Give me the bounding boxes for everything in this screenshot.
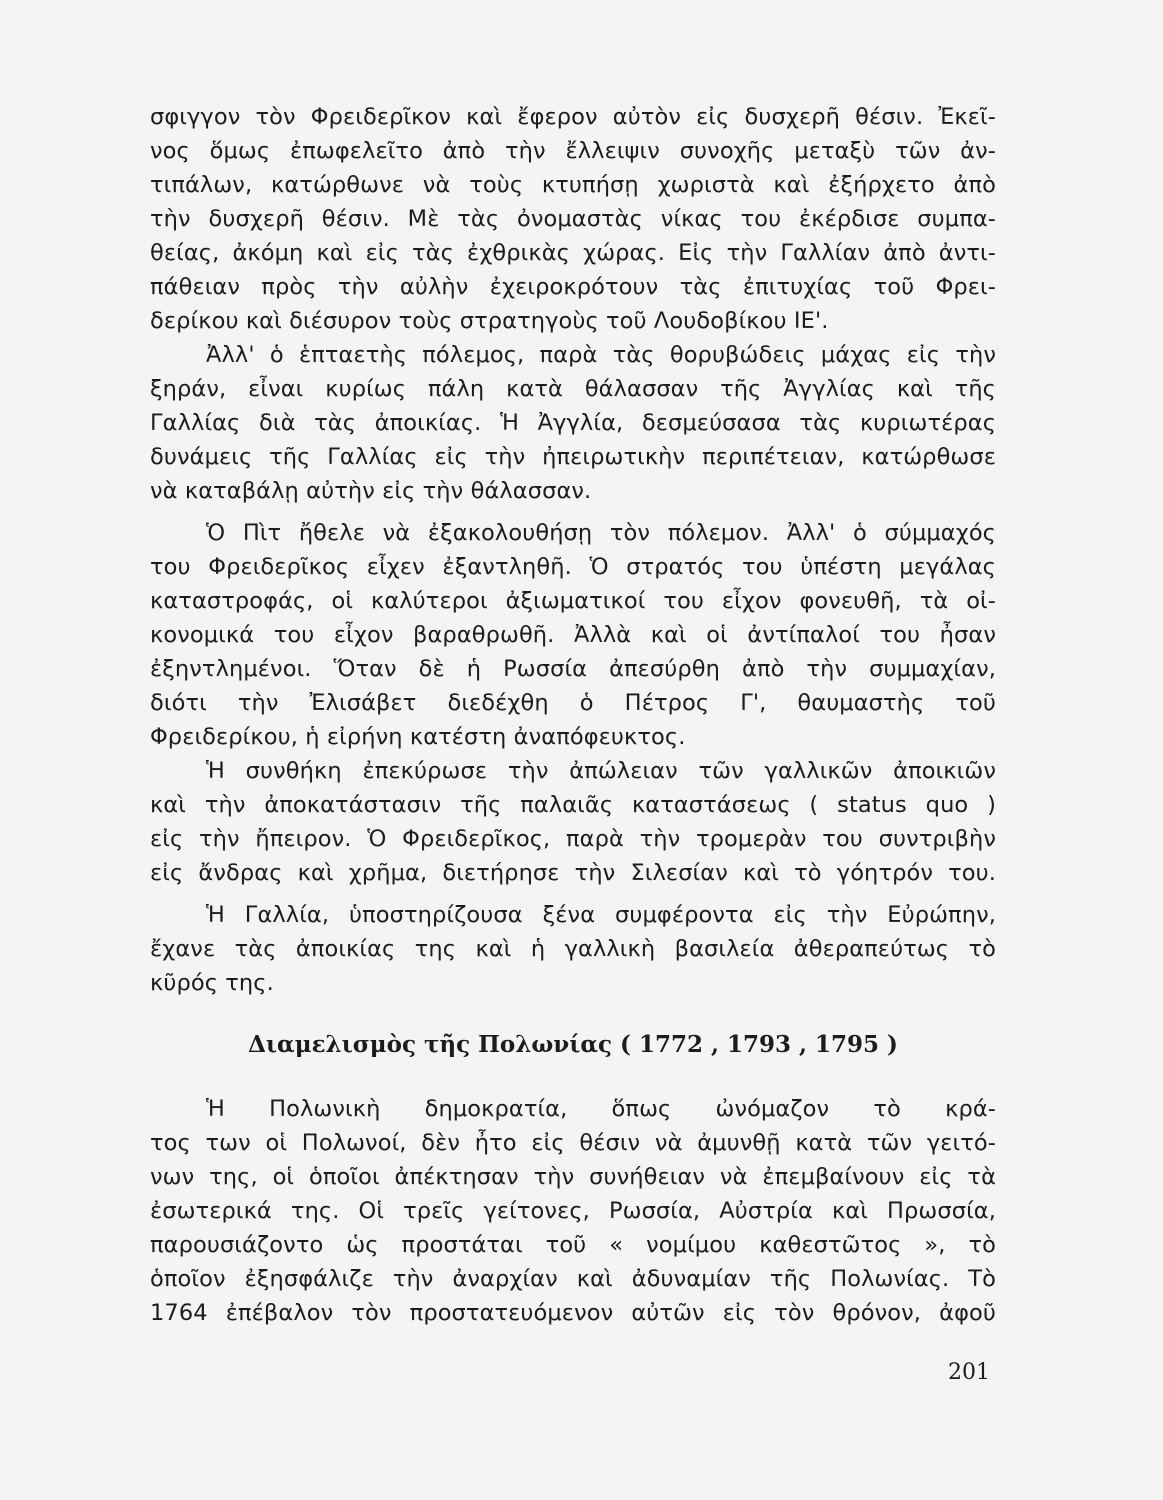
text-line: Ὁ Πὶτ ἤθελε νὰ ἐξακολουθήσῃ τὸν πόλεμον. Ἀλλ' ὁ σύμμαχός <box>206 520 996 546</box>
text-line: Ἀλλ' ὁ ἑπταετὴς πόλεμος, παρὰ τὰς θορυβώδεις μάχας εἰς τὴν <box>206 342 996 368</box>
text-line: Φρειδερίκου, ἡ εἰρήνη κατέστη ἀναπόφευκτος. <box>150 724 686 750</box>
text-line: 1764 ἐπέβαλον τὸν προστατευόμενον αὐτῶν εἰς τὸν θρόνον, ἀφοῦ <box>150 1300 996 1326</box>
text-line: ἐξηντλημένοι. Ὅταν δὲ ἡ Ρωσσία ἀπεσύρθη ἀπὸ τὴν συμμαχίαν, <box>150 656 996 682</box>
text-line: θείας, ἀκόμη καὶ εἰς τὰς ἐχθρικὰς χώρας. Εἰς τὴν Γαλλίαν ἀπὸ ἀντι- <box>150 240 996 266</box>
text-line: του Φρειδερῖκος εἶχεν ἐξαντληθῆ. Ὁ στρατός του ὑπέστη μεγάλας <box>150 554 996 580</box>
text-line: νων της, οἱ ὁποῖοι ἀπέκτησαν τὴν συνήθειαν νὰ ἐπεμβαίνουν εἰς τὰ <box>150 1164 996 1190</box>
text-line: κῦρός της. <box>150 970 274 996</box>
text-line: τὴν δυσχερῆ θέσιν. Μὲ τὰς ὀνομαστὰς νίκας του ἐκέρδισε συμπα- <box>150 206 996 232</box>
text-line: Ἡ Πολωνικὴ δημοκρατία, ὅπως ὠνόμαζον τὸ κρά- <box>206 1096 996 1122</box>
text-line: Ἡ συνθήκη ἐπεκύρωσε τὴν ἀπώλειαν τῶν γαλλικῶν ἀποικιῶν <box>206 758 996 784</box>
text-line: εἰς ἄνδρας καὶ χρῆμα, διετήρησε τὴν Σιλεσίαν καὶ τὸ γόητρόν του. <box>150 860 996 886</box>
text-line: πάθειαν πρὸς τὴν αὐλὴν ἐχειροκρότουν τὰς ἐπιτυχίας τοῦ Φρει- <box>150 274 996 300</box>
text-line: διότι τὴν Ἐλισάβετ διεδέχθη ὁ Πέτρος Γ', θαυμαστὴς τοῦ <box>150 690 996 716</box>
text-line: ἔχανε τὰς ἀποικίας της καὶ ἡ γαλλικὴ βασιλεία ἀθεραπεύτως τὸ <box>150 936 996 962</box>
text-line: καὶ τὴν ἀποκατάστασιν τῆς παλαιᾶς καταστάσεως ( status quo ) <box>150 792 996 818</box>
text-line: σφιγγον τὸν Φρειδερῖκον καὶ ἔφερον αὐτὸν εἰς δυσχερῆ θέσιν. Ἐκεῖ- <box>150 104 996 130</box>
text-line: Γαλλίας διὰ τὰς ἀποικίας. Ἡ Ἀγγλία, δεσμεύσασα τὰς κυριωτέρας <box>150 410 996 436</box>
section-heading: Διαμελισμὸς τῆς Πολωνίας ( 1772 , 1793 , 1795 ) <box>248 1031 898 1058</box>
text-line: νὰ καταβάλῃ αὐτὴν εἰς τὴν θάλασσαν. <box>150 478 592 504</box>
text-line: παρουσιάζοντο ὡς προστάται τοῦ « νομίμου καθεστῶτος », τὸ <box>150 1232 996 1258</box>
text-line: ξηράν, εἶναι κυρίως πάλη κατὰ θάλασσαν τῆς Ἀγγλίας καὶ τῆς <box>150 376 996 402</box>
text-line: Ἡ Γαλλία, ὑποστηρίζουσα ξένα συμφέροντα εἰς τὴν Εὐρώπην, <box>206 902 996 928</box>
text-line: νος ὅμως ἐπωφελεῖτο ἀπὸ τὴν ἔλλειψιν συνοχῆς μεταξὺ τῶν ἀν- <box>150 138 996 164</box>
text-line: καταστροφάς, οἱ καλύτεροι ἀξιωματικοί του εἶχον φονευθῆ, τὰ οἰ- <box>150 588 996 614</box>
text-line: δερίκου καὶ διέσυρον τοὺς στρατηγοὺς τοῦ Λουδοβίκου ΙΕ'. <box>150 308 829 334</box>
text-line: εἰς τὴν ἤπειρον. Ὁ Φρειδερῖκος, παρὰ τὴν τρομερὰν του συντριβὴν <box>150 826 996 852</box>
text-line: ἐσωτερικά της. Οἱ τρεῖς γείτονες, Ρωσσία, Αὐστρία καὶ Πρωσσία, <box>150 1198 996 1224</box>
text-line: τιπάλων, κατώρθωνε νὰ τοὺς κτυπήσῃ χωριστὰ καὶ ἐξήρχετο ἀπὸ <box>150 172 996 198</box>
page-number: 201 <box>948 1360 990 1385</box>
text-line: κονομικά του εἶχον βαραθρωθῆ. Ἀλλὰ καὶ οἱ ἀντίπαλοί του ἦσαν <box>150 622 996 648</box>
text-line: ὁποῖον ἐξησφάλιζε τὴν ἀναρχίαν καὶ ἀδυναμίαν τῆς Πολωνίας. Τὸ <box>150 1266 996 1292</box>
text-line: τος των οἱ Πολωνοί, δὲν ἦτο εἰς θέσιν νὰ ἀμυνθῇ κατὰ τῶν γειτό- <box>150 1130 996 1156</box>
text-line: δυνάμεις τῆς Γαλλίας εἰς τὴν ἠπειρωτικὴν περιπέτειαν, κατώρθωσε <box>150 444 996 470</box>
